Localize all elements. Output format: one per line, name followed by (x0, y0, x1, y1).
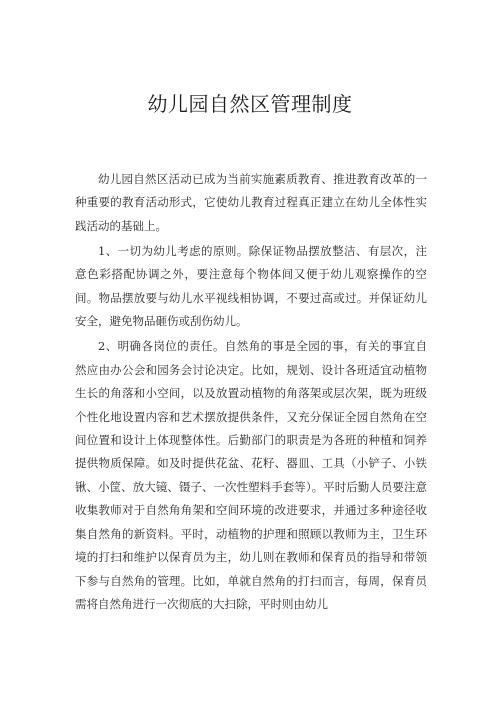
paragraph-principle-2: 2、明确各岗位的责任。自然角的事是全园的事，有关的事宜自然应由办公会和园务会讨论决定。比如，规划、设计各班适宜动植物生长的角落和小空间，以及放置动植物的角落架或层次架，既为班级个性化地设置内容和艺术摆放提供条件，又充分保证全园自然角在空间位置和设计上体现整体性。后勤部门的职责是为各班的种植和饲养提供物质保障。如及时提供花盆、花籽、器皿、工具（小铲子、小铁锹、小筐、放大镜、镊子、一次性塑料手套等）。平时后勤人员要注意收集教师对于自然角角架和空间环境的改进要求，并通过多种途径收集自然角的新资料。平时，动植物的护理和照顾以教师为主，卫生环境的打扫和维护以保育员为主，幼儿则在教师和保育员的指导和带领下参与自然角的管理。比如，单就自然角的打扫而言，每周，保育员需将自然角进行一次彻底的大扫除，平时则由幼儿 (75, 339, 427, 611)
paragraph-principle-1: 1、一切为幼儿考虑的原则。除保证物品摆放整洁、有层次，注意色彩搭配协调之外，要注意每个物体间又便于幼儿观察操作的空间。物品摆放要与幼儿水平视线相协调，不要过高或过。并保证幼儿安全，避免物品砸伤或刮伤幼儿。 (75, 244, 427, 329)
paragraph-intro: 幼儿园自然区活动已成为当前实施素质教育、推进教育改革的一种重要的教育活动形式，它使幼儿教育过程真正建立在幼儿全体性实践活动的基础上。 (75, 172, 427, 233)
document-title: 幼儿园自然区管理制度 (147, 92, 353, 116)
document-body (75, 168, 427, 618)
